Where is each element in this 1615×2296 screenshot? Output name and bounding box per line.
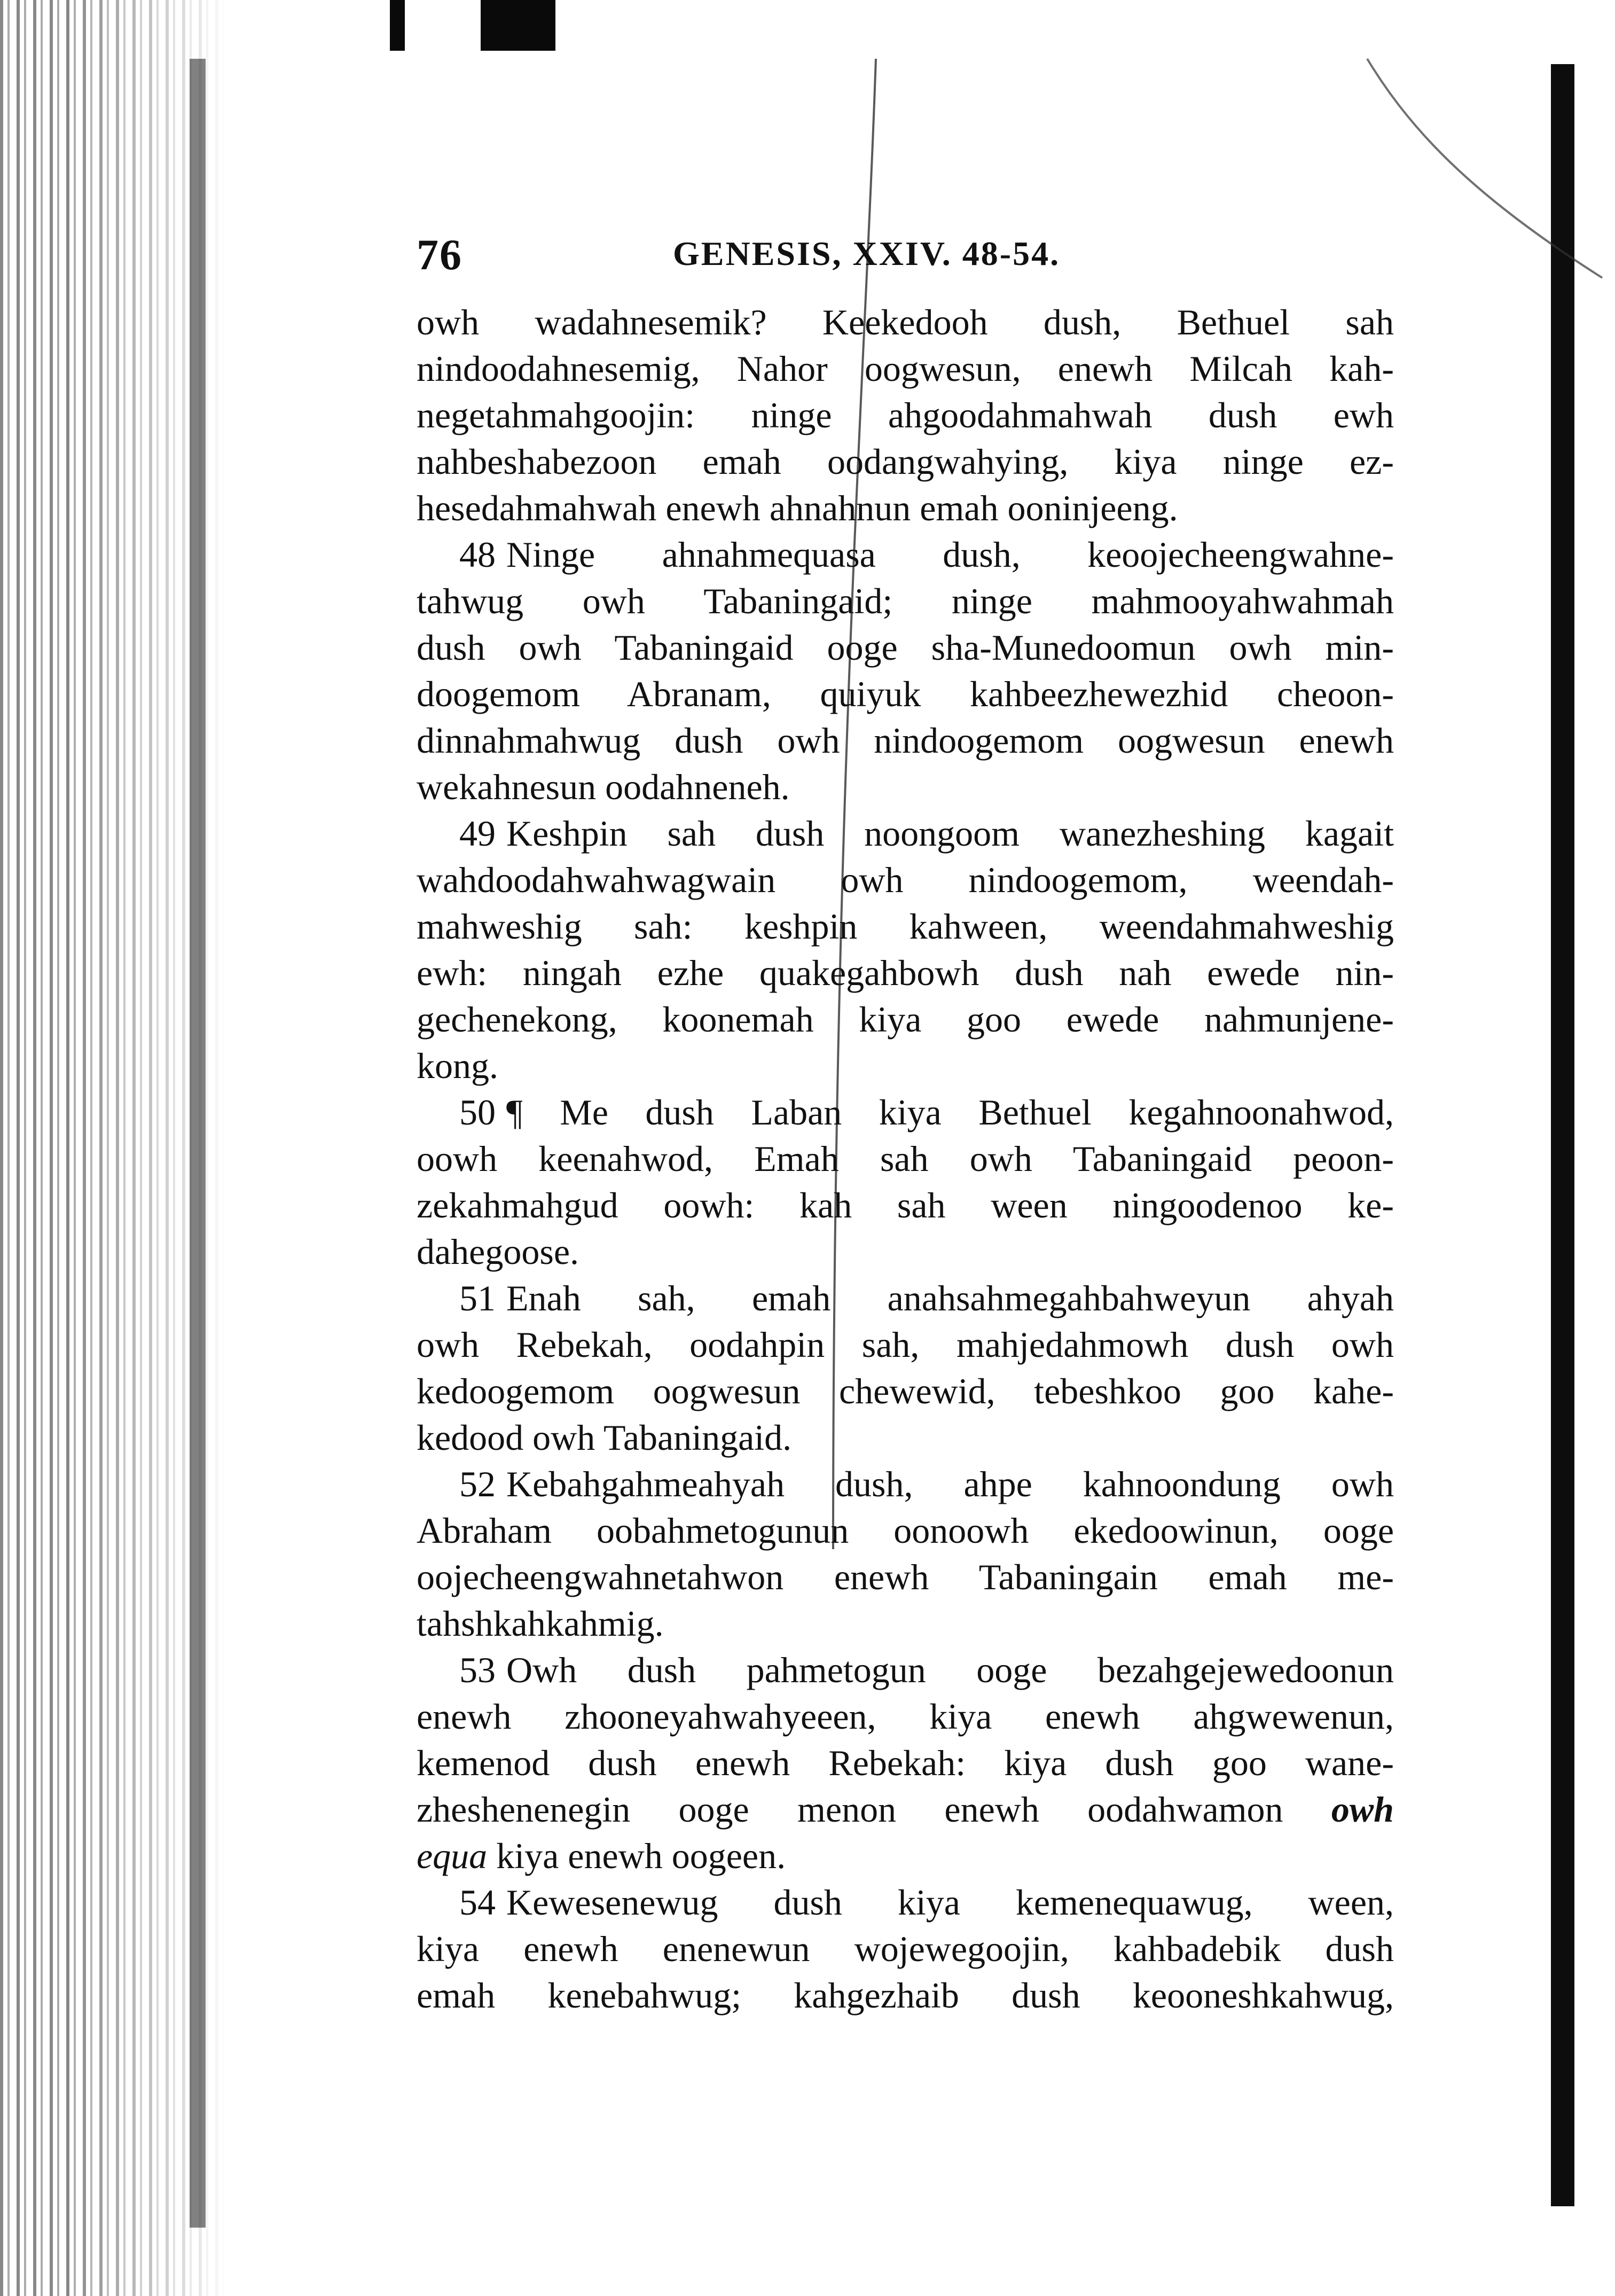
verse-number: 54 [459, 1882, 496, 1923]
line-text: kong. [417, 1045, 498, 1086]
text-line [417, 439, 1394, 485]
line-text: kemenod dush enewh Rebekah: kiya dush goo wane- [417, 1743, 1394, 1783]
line-text: wahdoodahwahwagwain owh nindoogemom, weendah- [417, 860, 1394, 900]
line-text: Enah sah, emah anahsahmegahbahweyun ahyah [506, 1278, 1394, 1318]
line-text: tahshkahkahmig. [417, 1603, 664, 1644]
line-text: kiya enewh enenewun wojewegoojin, kahbadebik dush [417, 1928, 1394, 1969]
line-text: Keshpin sah dush noongoom wanezheshing kagait [506, 813, 1394, 854]
line-text: dahegoose. [417, 1231, 579, 1272]
text-line [417, 346, 1394, 392]
book-page [417, 219, 1394, 2019]
line-text: nahbeshabezoon emah oodangwahying, kiya ninge ez- [417, 441, 1394, 482]
text-line [417, 624, 1394, 671]
text-line [417, 1879, 1394, 1926]
line-text: wekahnesun oodahneneh. [417, 767, 790, 807]
line-text: oojecheengwahnetahwon enewh Tabaningain emah me- [417, 1557, 1394, 1597]
line-text: kedood owh Tabaningaid. [417, 1417, 792, 1458]
text-line [417, 1368, 1394, 1415]
line-text: gechenekong, koonemah kiya goo ewede nahmunjene- [417, 999, 1394, 1040]
verse-text-block [417, 299, 1394, 2019]
verse-number: 53 [459, 1650, 496, 1690]
text-line [417, 1740, 1394, 1786]
text-line [417, 717, 1394, 764]
line-text: kiya enewh oogeen. [496, 1836, 786, 1876]
text-line [417, 1415, 1394, 1461]
text-line [417, 578, 1394, 624]
text-line [417, 485, 1394, 532]
line-text: negetahmahgoojin: ninge ahgoodahmahwah dush ewh [417, 395, 1394, 435]
italic-word: equa [417, 1836, 488, 1876]
text-line [417, 1600, 1394, 1647]
scan-top-mark [481, 0, 555, 51]
text-line [417, 1089, 1394, 1136]
verse-number: 49 [459, 813, 496, 854]
chapter-heading: GENESIS, XXIV. 48-54. [673, 235, 1061, 272]
line-text: zheshenenegin ooge menon enewh oodahwamon [417, 1789, 1283, 1830]
text-line [417, 1972, 1394, 2019]
text-line [417, 903, 1394, 950]
verse-number: 51 [459, 1278, 496, 1318]
text-line [417, 1833, 1394, 1879]
line-text: kedoogemom oogwesun chewewid, tebeshkoo goo kahe- [417, 1371, 1394, 1411]
line-text: Kewesenewug dush kiya kemenequawug, ween, [506, 1882, 1394, 1923]
line-text: ¶ Me dush Laban kiya Bethuel kegahnoonahwod, [506, 1092, 1394, 1133]
line-text: zekahmahgud oowh: kah sah ween ningoodenoo ke- [417, 1185, 1394, 1225]
line-text: dinnahmahwug dush owh nindoogemom oogwesun enewh [417, 720, 1394, 761]
italic-word: owh [1331, 1789, 1394, 1830]
line-text: owh wadahnesemik? Keekedooh dush, Bethuel sah [417, 302, 1394, 342]
line-text: nindoodahnesemig, Nahor oogwesun, enewh Milcah kah- [417, 348, 1394, 389]
page-number: 76 [417, 230, 462, 279]
text-line [417, 1461, 1394, 1508]
text-line [417, 764, 1394, 810]
text-line [417, 1554, 1394, 1600]
text-line [417, 532, 1394, 578]
line-text: oowh keenahwod, Emah sah owh Tabaningaid peoon- [417, 1138, 1394, 1179]
text-line [417, 1786, 1394, 1833]
line-text: mahweshig sah: keshpin kahween, weendahmahweshig [417, 906, 1394, 947]
text-line [417, 671, 1394, 717]
line-text: owh Rebekah, oodahpin sah, mahjedahmowh dush owh [417, 1324, 1394, 1365]
line-text: ewh: ningah ezhe quakegahbowh dush nah ewede nin- [417, 952, 1394, 993]
scan-top-mark [390, 0, 405, 51]
text-line [417, 392, 1394, 439]
line-text: enewh zhooneyahwahyeeen, kiya enewh ahgwewenun, [417, 1696, 1394, 1737]
scan-left-edge-fade [69, 0, 230, 2296]
text-line [417, 1229, 1394, 1275]
verse-number: 48 [459, 534, 496, 575]
text-line [417, 1136, 1394, 1182]
scan-right-edge-bar [1551, 64, 1574, 2206]
text-line [417, 1275, 1394, 1322]
line-text: Kebahgahmeahyah dush, ahpe kahnoondung owh [506, 1464, 1394, 1504]
text-line [417, 1508, 1394, 1554]
verse-number: 52 [459, 1464, 496, 1504]
text-line [417, 1182, 1394, 1229]
line-text: Ninge ahnahmequasa dush, keoojecheengwahne- [506, 534, 1394, 575]
text-line [417, 996, 1394, 1043]
text-line [417, 1322, 1394, 1368]
verse-number: 50 [459, 1092, 496, 1133]
text-line [417, 1693, 1394, 1740]
text-line [417, 1647, 1394, 1693]
line-text: hesedahmahwah enewh ahnahnun emah ooninjeeng. [417, 488, 1178, 528]
scan-gutter-bar [190, 59, 206, 2228]
line-text: emah kenebahwug; kahgezhaib dush keooneshkahwug, [417, 1975, 1394, 2016]
text-line [417, 1926, 1394, 1972]
text-line [417, 950, 1394, 996]
running-head [417, 219, 1394, 278]
text-line [417, 1043, 1394, 1089]
text-line [417, 299, 1394, 346]
line-text: Owh dush pahmetogun ooge bezahgejewedoonun [506, 1650, 1394, 1690]
line-text: tahwug owh Tabaningaid; ninge mahmooyahwahmah [417, 581, 1394, 621]
text-line [417, 857, 1394, 903]
line-text: doogemom Abranam, quiyuk kahbeezhewezhid cheoon- [417, 674, 1394, 714]
text-line [417, 810, 1394, 857]
line-text: dush owh Tabaningaid ooge sha-Munedoomun owh min- [417, 627, 1394, 668]
line-text: Abraham oobahmetogunun oonoowh ekedoowinun, ooge [417, 1510, 1394, 1551]
